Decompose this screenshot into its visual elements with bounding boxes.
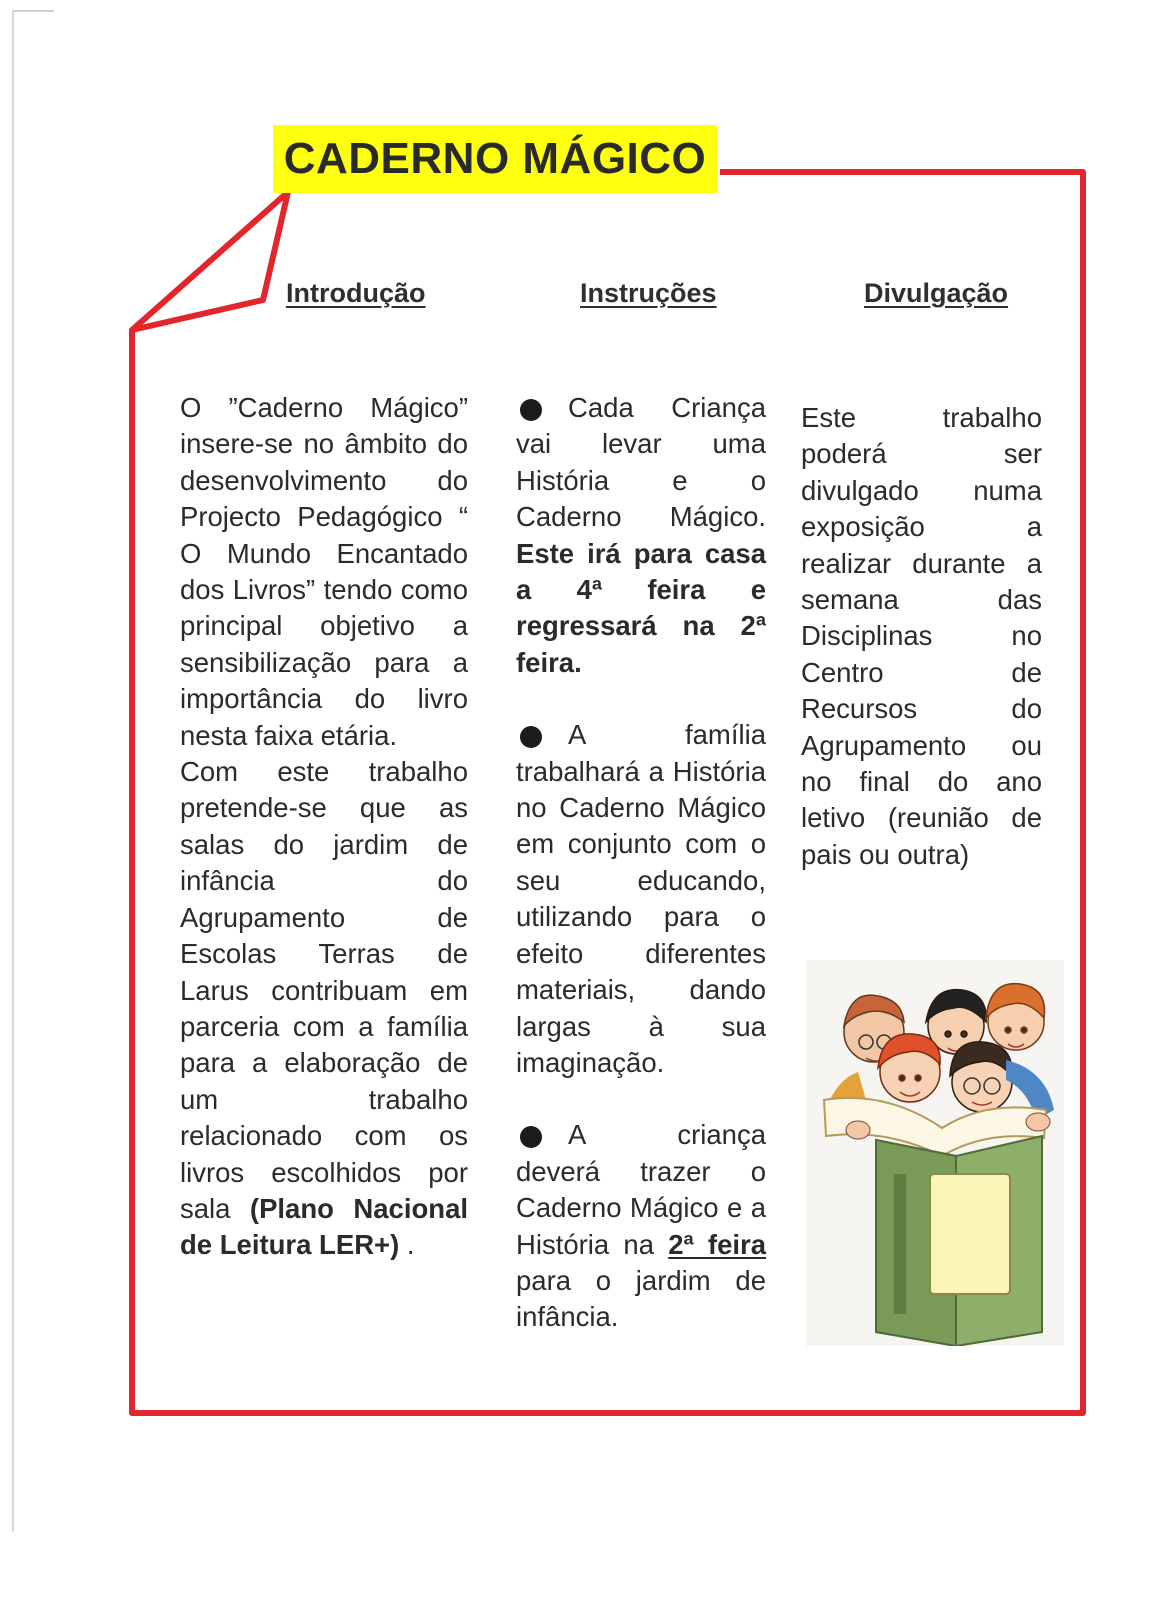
dissemination-column	[801, 400, 1042, 873]
instructions-column	[516, 390, 766, 1336]
instruction-item-2: A família trabalhará a História no Caderno Mágico em conjunto com o seu educando, utilizando para o efeito diferentes materiais, dando largas à sua imaginação.	[516, 719, 766, 1078]
book-icon	[876, 1136, 1042, 1346]
child-5	[950, 1042, 1012, 1112]
heading-instructions: Instruções	[580, 278, 717, 308]
instruction-item-1: Cada Criança vai levar uma História e o Caderno Mágico. Este irá para casa a 4ª feira e regressará na 2ª feira.	[516, 392, 766, 678]
dissemination-text: Este trabalho poderá ser divulgado numa exposição a realizar durante a semana das Disciplinas no Centro de Recursos do Agrupamento ou no final do ano letivo (reunião de pais ou outra)	[801, 402, 1042, 870]
bullet-icon	[520, 726, 542, 748]
child-4	[878, 1034, 940, 1102]
return-day: 2ª feira	[668, 1228, 767, 1260]
heading-dissemination: Divulgação	[864, 278, 1009, 308]
intro-column	[180, 390, 468, 1264]
children-reading-illustration	[806, 960, 1064, 1346]
instruction-item-3: A criança deverá trazer o Caderno Mágico e a História na 2ª feira para o jardim de infância.	[516, 1119, 767, 1333]
bullet-icon	[520, 1126, 542, 1148]
page-title: CADERNO MÁGICO	[283, 134, 707, 183]
intro-paragraph-1: O ”Caderno Mágico” insere-se no âmbito do desenvolvimento do Projecto Pedagógico “ O Mundo Encantado dos Livros” tendo como principal objetivo a sensibilização para a importância do livro nesta faixa etária.	[180, 392, 468, 751]
title-banner	[273, 125, 717, 193]
intro-paragraph-2: Com este trabalho pretende-se que as salas do jardim de infância do Agrupamento de Escolas Terras de Larus contribuam em parceria com a família para a elaboração de um trabalho relacionado com os livros escolhidos por sala (Plano Nacional de Leitura LER+) .	[180, 756, 469, 1261]
child-3	[986, 984, 1045, 1050]
bullet-icon	[520, 399, 542, 421]
intro-plan-reference: (Plano Nacional de Leitura LER+)	[180, 1192, 469, 1261]
heading-intro: Introdução	[286, 278, 426, 308]
